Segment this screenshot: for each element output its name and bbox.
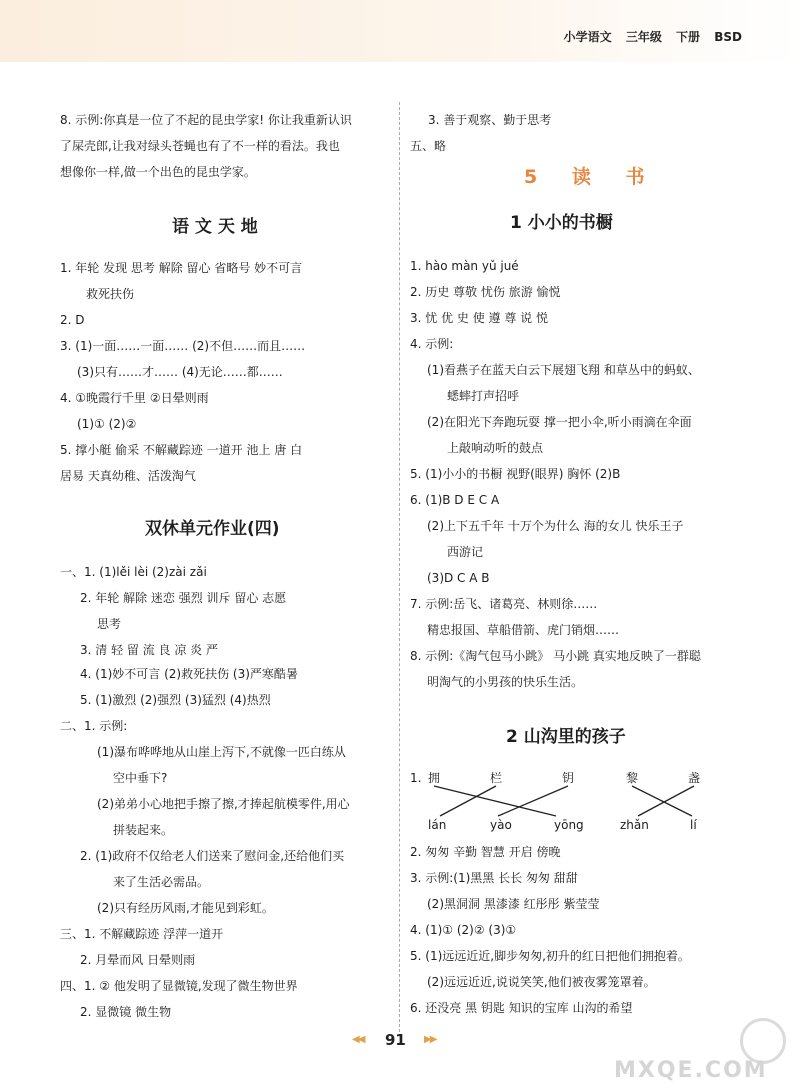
match-char: 黎 xyxy=(626,771,639,785)
match-pinyin: yōng xyxy=(554,818,584,832)
next-arrows-icon: ▶▶ xyxy=(424,1034,436,1045)
answer-line: (2)弟弟小心地把手擦了擦,才捧起航模零件,用心 xyxy=(97,797,350,811)
answer-line: (2)上下五千年 十万个为什么 海的女儿 快乐王子 xyxy=(427,519,684,533)
answer-line: 上敲响动听的鼓点 xyxy=(447,441,544,455)
answer-line: (2)在阳光下奔跑玩耍 撑一把小伞,听小雨滴在伞面 xyxy=(427,415,692,429)
answer-line: 空中垂下? xyxy=(113,771,168,785)
answer-line: 1. 年轮 发现 思考 解除 留心 省略号 妙不可言 xyxy=(60,261,303,275)
question-number: 1. xyxy=(410,771,422,785)
answer-line: 精忠报国、草船借箭、虎门销烟…… xyxy=(427,623,620,637)
column-divider xyxy=(399,102,400,1032)
answer-line: 来了生活必需品。 xyxy=(113,875,210,889)
answer-line: 6. 还没亮 黑 钥匙 知识的宝库 山沟的希望 xyxy=(410,1001,633,1015)
answer-line: 4. (1)① (2)② (3)① xyxy=(410,923,517,937)
answer-line: 4. ①晚霞行千里 ②日晕则雨 xyxy=(60,391,209,405)
answer-line: 6. (1)B D E C A xyxy=(410,493,500,507)
answer-line: (1)① (2)② xyxy=(77,417,137,431)
answer-line: 4. (1)妙不可言 (2)救死扶伤 (3)严寒酷暑 xyxy=(80,667,298,681)
answer-line: 5. (1)远远近近,脚步匆匆,初升的红日把他们拥抱着。 xyxy=(410,949,690,963)
lesson-title: 1 小小的书橱 xyxy=(510,213,613,233)
answer-line: 想像你一样,做一个出色的昆虫学家。 xyxy=(60,165,256,179)
header-edition: BSD xyxy=(714,30,742,44)
header-term: 下册 xyxy=(676,30,701,44)
answer-line: (2)黑洞洞 黑漆漆 红彤彤 紫莹莹 xyxy=(427,897,600,911)
answer-line: 2. 月晕而风 日晕则雨 xyxy=(80,953,196,967)
answer-line: (3)只有……才…… (4)无论……都…… xyxy=(77,365,283,379)
page-number: 91 xyxy=(385,1031,406,1049)
lesson-title: 2 山沟里的孩子 xyxy=(506,727,626,747)
match-char: 钥 xyxy=(562,771,575,785)
prev-arrows-icon: ◀◀ xyxy=(352,1034,364,1045)
answer-line: (1)瀑布哗哗地从山崖上泻下,不就像一匹白练从 xyxy=(97,745,346,759)
answer-line: 3. (1)一面……一面…… (2)不但……而且…… xyxy=(60,339,306,353)
answer-line: 西游记 xyxy=(447,545,484,559)
match-char: 栏 xyxy=(490,771,503,785)
answer-line: 蟋蟀打声招呼 xyxy=(447,389,520,403)
answer-line: 5. 撑小艇 偷采 不解藏踪迹 一道开 池上 唐 白 xyxy=(60,443,303,457)
answer-line: 三、1. 不解藏踪迹 浮萍一道开 xyxy=(60,927,224,941)
answer-line: 明淘气的小男孩的快乐生活。 xyxy=(427,675,584,689)
answer-line: 5. (1)激烈 (2)强烈 (3)猛烈 (4)热烈 xyxy=(80,693,271,707)
matching-lines xyxy=(420,780,720,820)
answer-line: (2)远远近近,说说笑笑,他们被夜雾笼罩着。 xyxy=(427,975,656,989)
answer-line: 2. 年轮 解除 迷恋 强烈 训斥 留心 志愿 xyxy=(80,591,287,605)
answer-line: 5. (1)小小的书橱 视野(眼界) 胸怀 (2)B xyxy=(410,467,621,481)
answer-line: 8. 示例:《淘气包马小跳》 马小跳 真实地反映了一群聪 xyxy=(410,649,701,663)
answer-line: 2. 匆匆 辛勤 智慧 开启 傍晚 xyxy=(410,845,561,859)
watermark-logo xyxy=(614,1018,794,1083)
header-subject: 小学语文 xyxy=(563,30,612,44)
answer-line: 2. (1)政府不仅给老人们送来了慰问金,还给他们买 xyxy=(80,849,345,863)
match-pinyin: lán xyxy=(428,818,447,832)
answer-line: 7. 示例:岳飞、诸葛亮、林则徐…… xyxy=(410,597,598,611)
header-grade: 三年级 xyxy=(625,30,662,44)
section-title: 语 文 天 地 xyxy=(172,217,258,237)
answer-line: (2)只有经历风雨,才能见到彩虹。 xyxy=(97,901,274,915)
answer-line: 3. 忧 优 史 使 遵 尊 说 悦 xyxy=(410,311,548,325)
answer-line: 3. 示例:(1)黑黑 长长 匆匆 甜甜 xyxy=(410,871,578,885)
match-char: 盏 xyxy=(688,771,701,785)
match-pinyin: yào xyxy=(490,818,512,832)
answer-line: 2. 历史 尊敬 忧伤 旅游 愉悦 xyxy=(410,285,561,299)
answer-line: 一、1. (1)lěi lèi (2)zài zǎi xyxy=(60,565,207,579)
answer-line: 救死扶伤 xyxy=(86,287,135,301)
answer-line: 2. D xyxy=(60,313,85,327)
answer-line: 四、1. ② 他发明了显微镜,发现了微生物世界 xyxy=(60,979,298,993)
answer-line: (3)D C A B xyxy=(427,571,490,585)
answer-line: 思考 xyxy=(97,617,122,631)
answer-line: 1. hào màn yǔ jué xyxy=(410,259,519,273)
match-pinyin: lí xyxy=(690,818,697,832)
page-header xyxy=(554,28,742,45)
answer-line: 2. 显微镜 微生物 xyxy=(80,1005,172,1019)
watermark-text: MXQE.COM xyxy=(614,1058,768,1083)
answer-line: 拼装起来。 xyxy=(113,823,174,837)
answer-line: 8. 示例:你真是一位了不起的昆虫学家! 你让我重新认识 xyxy=(60,113,352,127)
answer-line: (1)看燕子在蓝天白云下展翅飞翔 和草丛中的蚂蚁、 xyxy=(427,363,700,377)
answer-line: 了屎壳郎,让我对绿头苍蝇也有了不一样的看法。我也 xyxy=(60,139,340,153)
answer-line: 五、略 xyxy=(410,139,447,153)
answer-line: 4. 示例: xyxy=(410,337,454,351)
answer-line: 二、1. 示例: xyxy=(60,719,128,733)
unit-title: 5 读 书 xyxy=(524,166,659,188)
match-pinyin: zhǎn xyxy=(620,818,649,832)
match-char: 拥 xyxy=(428,771,441,785)
section-title: 双休单元作业(四) xyxy=(145,519,280,539)
answer-line: 3. 善于观察、勤于思考 xyxy=(428,113,552,127)
answer-line: 3. 清 轻 留 流 良 凉 炎 严 xyxy=(80,643,218,657)
answer-line: 居易 天真幼稚、活泼淘气 xyxy=(60,469,196,483)
